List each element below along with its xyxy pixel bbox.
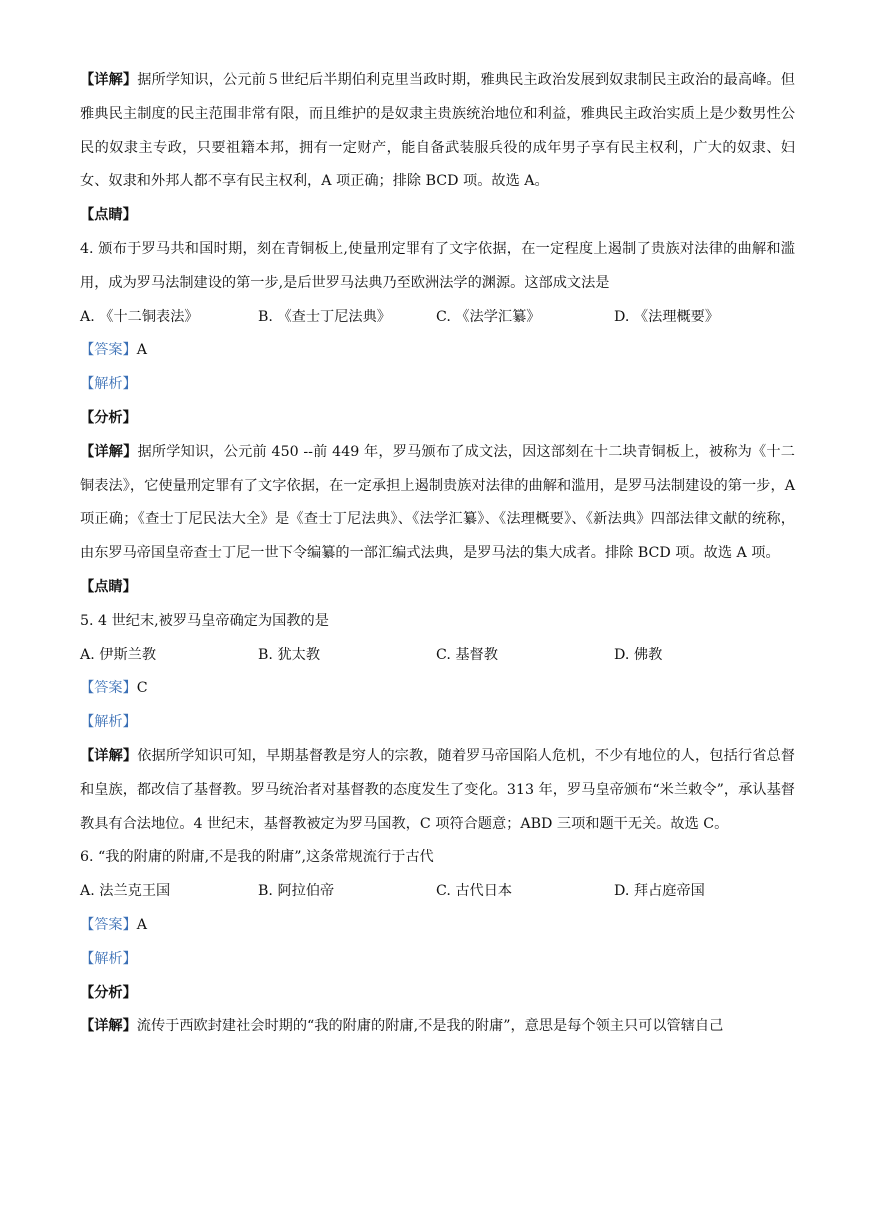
detail-text: 流传于西欧封建社会时期的“我的附庸的附庸,不是我的附庸”，意思是每个领主只可以管辖自己 bbox=[136, 1018, 724, 1035]
option-d: D. 拜占庭帝国 bbox=[614, 883, 705, 900]
question-5-options bbox=[80, 639, 795, 673]
dianjing-tag: 【点睛】 bbox=[80, 207, 137, 224]
answer-value: A bbox=[136, 916, 148, 933]
option-d: D. 《法理概要》 bbox=[614, 308, 720, 325]
question-6-stem: 6. “我的附庸的附庸,不是我的附庸”,这条常规流行于古代 bbox=[80, 849, 434, 866]
answer-line bbox=[80, 672, 795, 706]
fenxi-tag: 【分析】 bbox=[80, 984, 137, 1001]
option-a: A. 《十二铜表法》 bbox=[80, 308, 199, 325]
detail-tag: 【详解】 bbox=[80, 443, 138, 460]
document-page bbox=[80, 64, 795, 1044]
dianjing-tag: 【点睛】 bbox=[80, 578, 137, 595]
detail-tag: 【详解】 bbox=[80, 1018, 137, 1035]
detail-tag: 【详解】 bbox=[80, 72, 138, 88]
jiexi-tag: 【解析】 bbox=[80, 376, 137, 393]
option-a: A. 法兰克王国 bbox=[80, 883, 171, 900]
option-b: B. 犹太教 bbox=[258, 646, 321, 663]
option-c: C. 基督教 bbox=[436, 646, 498, 663]
detail-paragraph bbox=[80, 1010, 795, 1044]
jiexi-tag: 【解析】 bbox=[80, 714, 137, 731]
answer-value: C bbox=[136, 680, 148, 697]
option-c: C. 古代日本 bbox=[436, 883, 513, 900]
detail-text: 据所学知识，公元前 450 --前 449 年，罗马颁布了成文法，因这部刻在十二块青铜板上，被称为《十二铜表法》，它使量刑定罪有了文字依据，在一定承担上遏制贵族对法律的曲解和滥用，是罗马法制建设的第一步，A 项正确；《查士丁尼民法大全》是《查士丁尼法典》、《法学汇纂》、《法理概要》、《新法典》四部法律文献的统称，由东罗马帝国皇帝查士丁尼一世下令编纂的一部汇编式法典，是罗马法的集大成者。排除 BCD 项。故选 A 项。 bbox=[80, 443, 795, 562]
detail-text: 据所学知识，公元前５世纪后半期伯利克里当政时期，雅典民主政治发展到奴隶制民主政治的最高峰。但雅典民主制度的民主范围非常有限，而且维护的是奴隶主贵族统治地位和利益，雅典民主政治实质上是少数男性公民的奴隶主专政，只要祖籍本邦，拥有一定财产，能自备武装服兵役的成年男子享有民主权利，广大的奴隶、妇女、奴隶和外邦人都不享有民主权利，A 项正确；排除 BCD 项。故选 A。 bbox=[80, 72, 795, 190]
answer-value: A bbox=[136, 342, 148, 359]
option-c: C. 《法学汇纂》 bbox=[436, 308, 541, 325]
detail-text: 依据所学知识可知，早期基督教是穷人的宗教，随着罗马帝国陷人危机，不少有地位的人，包括行省总督和皇族，都改信了基督教。罗马统治者对基督教的态度发生了变化。313 年，罗马皇帝颁布“米兰敕令”，承认基督教具有合法地位。4 世纪末，基督教被定为罗马国教，C 项符合题意；ABD 三项和题干无关。故选 C。 bbox=[80, 747, 795, 832]
option-d: D. 佛教 bbox=[614, 646, 663, 663]
answer-tag: 【答案】 bbox=[80, 916, 137, 933]
answer-tag: 【答案】 bbox=[80, 680, 137, 697]
answer-line bbox=[80, 909, 795, 943]
question-5-stem: 5. 4 世纪末,被罗马皇帝确定为国教的是 bbox=[80, 612, 329, 629]
option-a: A. 伊斯兰教 bbox=[80, 646, 157, 663]
detail-paragraph bbox=[80, 740, 795, 841]
answer-tag: 【答案】 bbox=[80, 342, 137, 359]
detail-tag: 【详解】 bbox=[80, 747, 138, 764]
detail-paragraph bbox=[80, 436, 795, 571]
question-6-options bbox=[80, 875, 795, 909]
option-b: B. 阿拉伯帝 bbox=[258, 883, 335, 900]
jiexi-tag: 【解析】 bbox=[80, 950, 137, 967]
detail-paragraph bbox=[80, 64, 795, 199]
question-4-options bbox=[80, 301, 795, 335]
answer-line bbox=[80, 334, 795, 368]
fenxi-tag: 【分析】 bbox=[80, 409, 137, 426]
option-b: B. 《查士丁尼法典》 bbox=[258, 308, 391, 325]
question-4-stem: 4. 颁布于罗马共和国时期，刻在青铜板上,使量刑定罪有了文字依据，在一定程度上遏制了贵族对法律的曲解和滥用，成为罗马法制建设的第一步,是后世罗马法典乃至欧洲法学的渊源。这部成文法是 bbox=[80, 240, 795, 291]
